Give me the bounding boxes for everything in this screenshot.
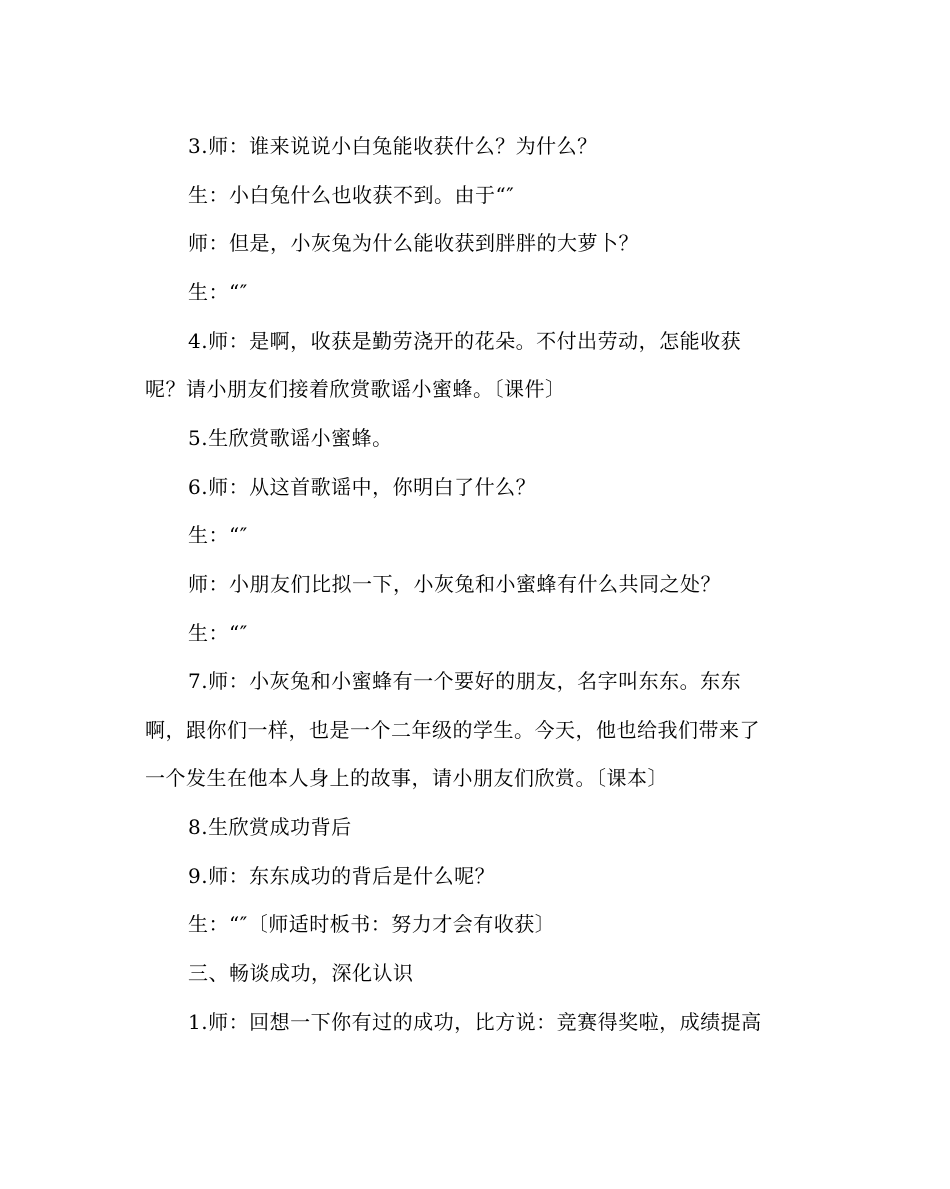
paragraph-line: 一个发生在他本人身上的故事，请小朋友们欣赏。〔课本〕 [145, 766, 668, 790]
paragraph-line: 9.师：东东成功的背后是什么呢？ [188, 864, 496, 888]
paragraph-line: 生：“″ [188, 280, 248, 304]
paragraph-line: 1.师：回想一下你有过的成功，比方说：竞赛得奖啦，成绩提高 [188, 1010, 762, 1034]
paragraph-line: 师：但是，小灰兔为什么能收获到胖胖的大萝卜？ [188, 231, 639, 255]
paragraph-line: 生：“″〔师适时板书：努力才会有收获〕 [188, 912, 556, 936]
paragraph-line: 生：“″ [188, 621, 248, 645]
paragraph-line: 6.师：从这首歌谣中，你明白了什么？ [188, 475, 537, 499]
paragraph-line: 4.师：是啊，收获是勤劳浇开的花朵。不付出劳动，怎能收获 [188, 329, 742, 353]
section-heading: 三、畅谈成功，深化认识 [188, 961, 414, 985]
paragraph-line: 8.生欣赏成功背后 [188, 815, 352, 839]
paragraph-line: 生：“″ [188, 523, 248, 547]
paragraph-line: 呢？请小朋友们接着欣赏歌谣小蜜蜂。〔课件〕 [145, 377, 566, 401]
paragraph-line: 3.师：谁来说说小白兔能收获什么？为什么？ [188, 134, 598, 158]
paragraph-line: 7.师：小灰兔和小蜜蜂有一个要好的朋友，名字叫东东。东东 [188, 669, 742, 693]
paragraph-line: 啊，跟你们一样，也是一个二年级的学生。今天，他也给我们带来了 [145, 718, 760, 742]
paragraph-line: 5.生欣赏歌谣小蜜蜂。 [188, 426, 393, 450]
paragraph-line: 师：小朋友们比拟一下，小灰兔和小蜜蜂有什么共同之处？ [188, 572, 721, 596]
paragraph-line: 生：小白兔什么也收获不到。由于“″ [188, 183, 515, 207]
